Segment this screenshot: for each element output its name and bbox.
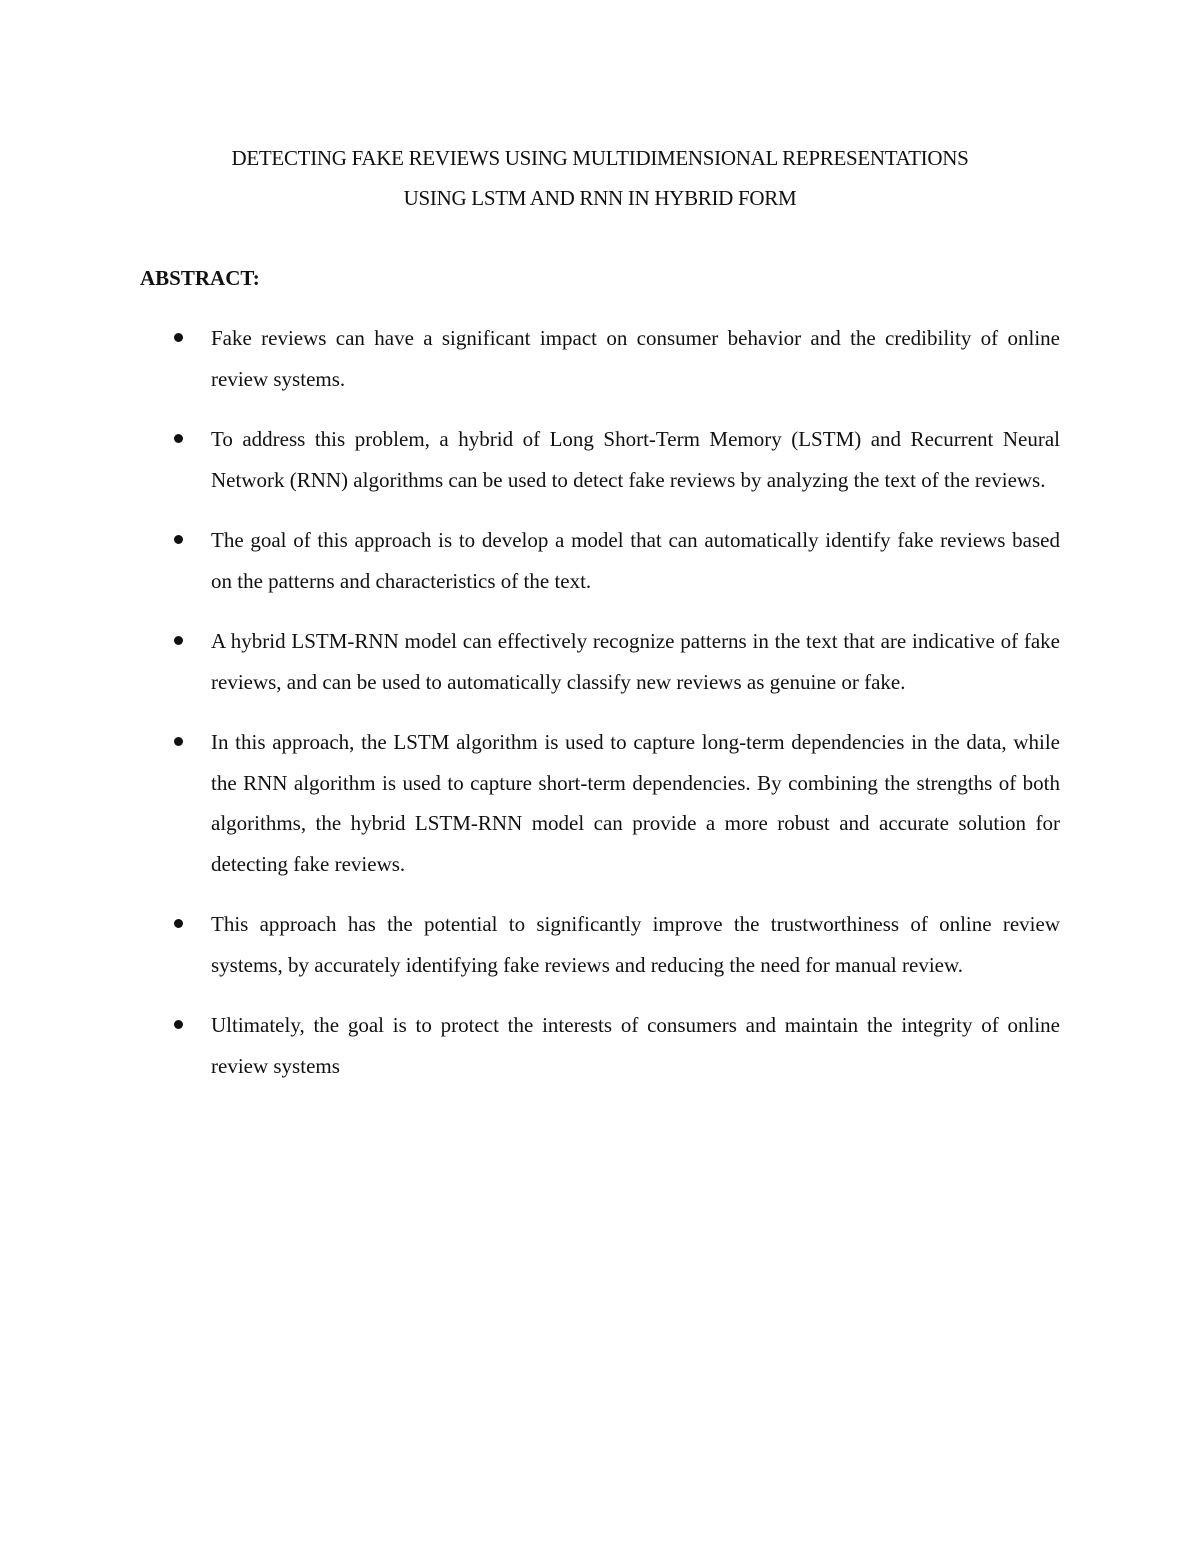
list-item-text: Fake reviews can have a significant impact on consumer behavior and the credibility of online review systems. — [211, 326, 1060, 391]
list-item — [140, 904, 1060, 985]
list-item-text: A hybrid LSTM-RNN model can effectively recognize patterns in the text that are indicative of fake reviews, and can be used to automatically classify new reviews as genuine or fake. — [211, 629, 1060, 694]
list-item-text: To address this problem, a hybrid of Long Short-Term Memory (LSTM) and Recurrent Neural Network (RNN) algorithms can be used to detect fake reviews by analyzing the text of the reviews. — [211, 427, 1060, 492]
list-item-text: Ultimately, the goal is to protect the interests of consumers and maintain the integrity of online review systems — [211, 1013, 1060, 1078]
list-item — [140, 621, 1060, 702]
bullet-dot-icon — [174, 1020, 183, 1029]
bullet-dot-icon — [174, 919, 183, 928]
list-item-text: The goal of this approach is to develop a model that can automatically identify fake reviews based on the patterns and characteristics of the text. — [211, 528, 1060, 593]
bullet-dot-icon — [174, 737, 183, 746]
list-item — [140, 1005, 1060, 1086]
list-item — [140, 318, 1060, 399]
list-item-text: This approach has the potential to significantly improve the trustworthiness of online review systems, by accurately identifying fake reviews and reducing the need for manual review. — [211, 912, 1060, 977]
title-line-1: DETECTING FAKE REVIEWS USING MULTIDIMENSIONAL REPRESENTATIONS — [231, 146, 969, 170]
document-title — [140, 138, 1060, 218]
bullet-dot-icon — [174, 636, 183, 645]
abstract-heading: ABSTRACT: — [140, 266, 260, 290]
list-item — [140, 520, 1060, 601]
abstract-bullet-list — [140, 318, 1060, 1106]
title-line-2: USING LSTM AND RNN IN HYBRID FORM — [403, 186, 797, 210]
bullet-dot-icon — [174, 434, 183, 443]
bullet-dot-icon — [174, 535, 183, 544]
bullet-dot-icon — [174, 333, 183, 342]
list-item-text: In this approach, the LSTM algorithm is used to capture long-term dependencies in the data, while the RNN algorithm is used to capture short-term dependencies. By combining the strengths of both algorithms, the hybrid LSTM-RNN model can provide a more robust and accurate solution for detecting fake reviews. — [211, 730, 1060, 876]
list-item — [140, 419, 1060, 500]
list-item — [140, 722, 1060, 884]
